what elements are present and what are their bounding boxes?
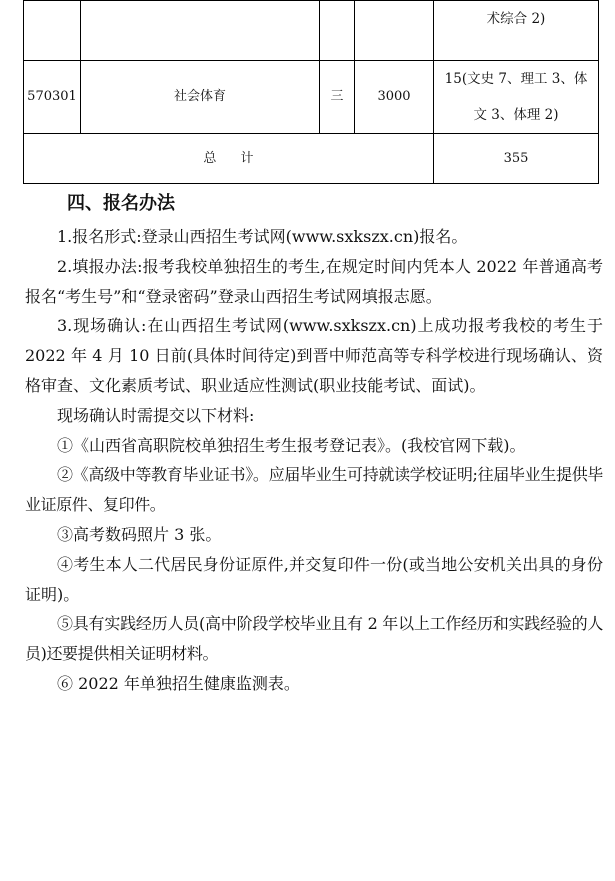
section-title: 四、报名办法 [67,193,175,214]
paragraph-registration-form: 1.报名形式:登录山西招生考试网(www.sxkszx.cn)报名。 [57,227,468,246]
major-name-cell: 社会体育 [81,61,320,134]
table-total-row [24,134,599,184]
tuition-cell: 3000 [355,61,434,134]
paragraph-material-6: ⑥ 2022 年单独招生健康监测表。 [57,673,300,693]
paragraph-material-3: ③高考数码照片 3 张。 [57,524,222,544]
major-code-cell: 570301 [24,61,81,134]
paragraph-onsite-confirmation: 3.现场确认:在山西招生考试网(www.sxkszx.cn)上成功报考我校的考生于 2022 年 4 月 10 日前(具体时间待定)到晋中师范高等专科学校进行现场确认、资格审查、文化素质考试、职业适应性测试(职业技能考试、面试)。 [25,316,603,395]
major-name-cell [81,1,320,61]
total-label: 总 计 [203,150,264,166]
paragraph-materials-intro: 现场确认时需提交以下材料: [57,405,255,425]
paragraph-material-4: ④考生本人二代居民身份证原件,并交复印件一份(或当地公安机关出具的身份证明)。 [25,554,603,604]
plan-line: 15(文史 7、理工 3、体 [444,71,588,87]
plan-cell [434,61,599,134]
level-cell [320,1,355,61]
major-code-cell [24,1,81,61]
tuition-cell [355,1,434,61]
paragraph-material-1: ①《山西省高职院校单独招生考生报考登记表》。(我校官网下载)。 [57,435,526,455]
paragraph-material-2: ②《高级中等教育毕业证书》。应届毕业生可持就读学校证明;往届毕业生提供毕业证原件、复印件。 [25,465,603,515]
plan-cell [434,1,599,61]
paragraph-material-5: ⑤具有实践经历人员(高中阶段学校毕业且有 2 年以上工作经历和实践经验的人员)还要提供相关证明材料。 [25,614,603,664]
total-value-cell: 355 [434,134,599,184]
table-row [24,1,599,61]
document-body [25,222,603,699]
enrollment-plan-table [23,0,599,184]
table-row [24,61,599,134]
level-cell: 三 [320,61,355,134]
plan-line: 文 3、体理 2) [473,107,559,123]
total-label-cell [24,134,434,184]
plan-line: 术综合 2) [486,11,546,27]
paragraph-filling-method: 2.填报办法:报考我校单独招生的考生,在规定时间内凭本人 2022 年普通高考报名“考生号”和“登录密码”登录山西招生考试网填报志愿。 [25,256,603,306]
